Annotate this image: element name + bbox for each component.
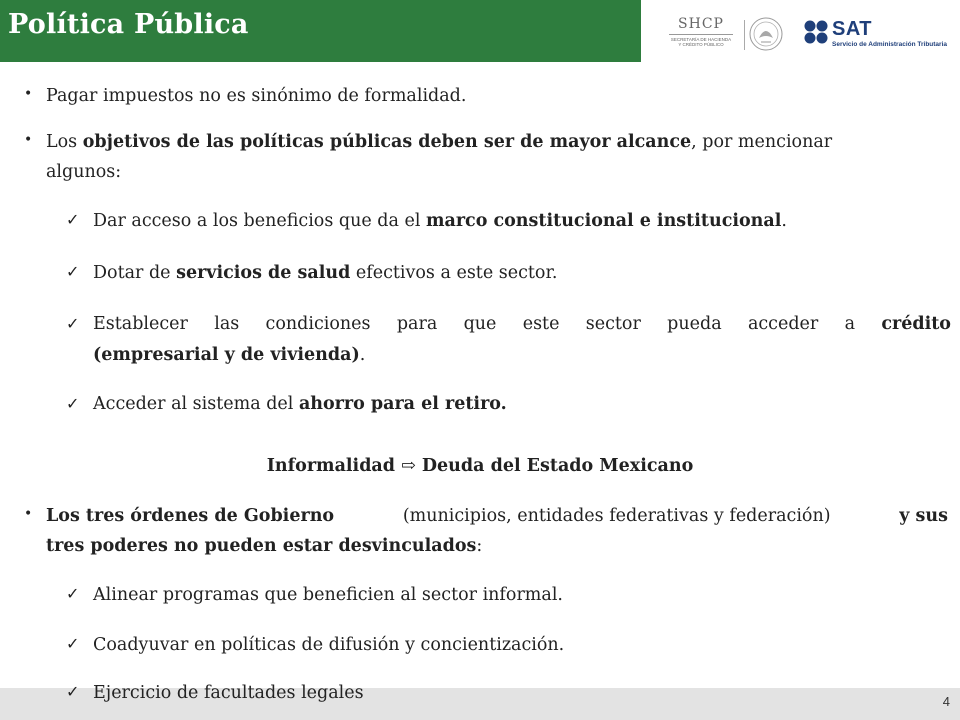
text: las bbox=[214, 314, 240, 334]
emphasis-text: ahorro para el retiro. bbox=[298, 394, 507, 414]
section-heading bbox=[0, 456, 960, 476]
emphasis-text: crédito bbox=[881, 314, 951, 334]
bullet-objetivos-cont: algunos: bbox=[46, 162, 122, 182]
check-item-1 bbox=[93, 208, 787, 234]
emphasis-text: (empresarial y de vivienda) bbox=[93, 345, 360, 365]
page-number: 4 bbox=[942, 694, 950, 709]
check-item-7: Ejercicio de facultades legales bbox=[93, 683, 364, 703]
emphasis-text: y sus bbox=[899, 506, 948, 526]
text: , por mencionar bbox=[691, 132, 833, 152]
text: (municipios, entidades federativas y federación) bbox=[402, 506, 831, 526]
emphasis-text: servicios de salud bbox=[176, 263, 351, 283]
text: para bbox=[396, 314, 438, 334]
bullet-dot: • bbox=[24, 86, 33, 102]
text: Acceder al sistema del bbox=[93, 394, 299, 414]
bullet-formalidad: Pagar impuestos no es sinónimo de formalidad. bbox=[46, 86, 467, 106]
sat-logo-name: SAT bbox=[832, 18, 873, 40]
text: Dotar de bbox=[93, 263, 177, 283]
text: Dar acceso a los beneficios que da el bbox=[93, 211, 426, 231]
text: Los bbox=[46, 132, 78, 152]
bullet-ordenes bbox=[46, 503, 948, 529]
check-item-5: Alinear programas que beneficien al sector informal. bbox=[93, 585, 563, 605]
shcp-logo-sub-2: Y CRÉDITO PÚBLICO bbox=[678, 42, 724, 47]
checkmark-icon: ✓ bbox=[66, 634, 80, 653]
shcp-logo-name: SHCP bbox=[678, 16, 724, 32]
text: Establecer bbox=[93, 314, 188, 334]
bullet-ordenes-cont bbox=[46, 533, 482, 559]
sat-logo-subtitle: Servicio de Administración Tributaria bbox=[832, 41, 947, 48]
check-item-6: Coadyuvar en políticas de difusión y concientización. bbox=[93, 635, 565, 655]
text: . bbox=[359, 345, 366, 365]
bullet-dot: • bbox=[24, 506, 33, 522]
emphasis-text: objetivos de las políticas públicas deben ser de mayor alcance bbox=[82, 132, 692, 152]
check-item-3-cont bbox=[93, 342, 365, 368]
checkmark-icon: ✓ bbox=[66, 314, 80, 333]
heading-left: Informalidad bbox=[266, 456, 396, 476]
arrow-right-icon: ⇨ bbox=[401, 456, 416, 476]
text: pueda bbox=[667, 314, 722, 334]
emphasis-text: tres poderes no pueden estar desvinculados bbox=[46, 536, 477, 556]
check-item-4 bbox=[93, 391, 507, 417]
heading-right: Deuda del Estado Mexicano bbox=[421, 456, 694, 476]
text: sector bbox=[585, 314, 641, 334]
check-item-2 bbox=[93, 260, 557, 286]
text: : bbox=[476, 536, 483, 556]
text: condiciones bbox=[265, 314, 371, 334]
text: . bbox=[781, 211, 787, 231]
checkmark-icon: ✓ bbox=[66, 262, 80, 281]
text: que bbox=[463, 314, 497, 334]
slide-title: Política Pública bbox=[8, 9, 249, 40]
bullet-dot: • bbox=[24, 132, 33, 148]
shcp-logo-sub-1: SECRETARÍA DE HACIENDA bbox=[670, 37, 732, 42]
checkmark-icon: ✓ bbox=[66, 394, 80, 413]
bullet-objetivos bbox=[46, 129, 948, 155]
checkmark-icon: ✓ bbox=[66, 584, 80, 603]
emphasis-text: marco constitucional e institucional bbox=[425, 211, 782, 231]
check-item-3 bbox=[93, 311, 951, 337]
emphasis-text: Los tres órdenes de Gobierno bbox=[46, 506, 335, 526]
text: a bbox=[844, 314, 856, 334]
text: acceder bbox=[747, 314, 819, 334]
text: efectivos a este sector. bbox=[350, 263, 558, 283]
checkmark-icon: ✓ bbox=[66, 210, 80, 229]
checkmark-icon: ✓ bbox=[66, 682, 80, 701]
text: este bbox=[522, 314, 560, 334]
